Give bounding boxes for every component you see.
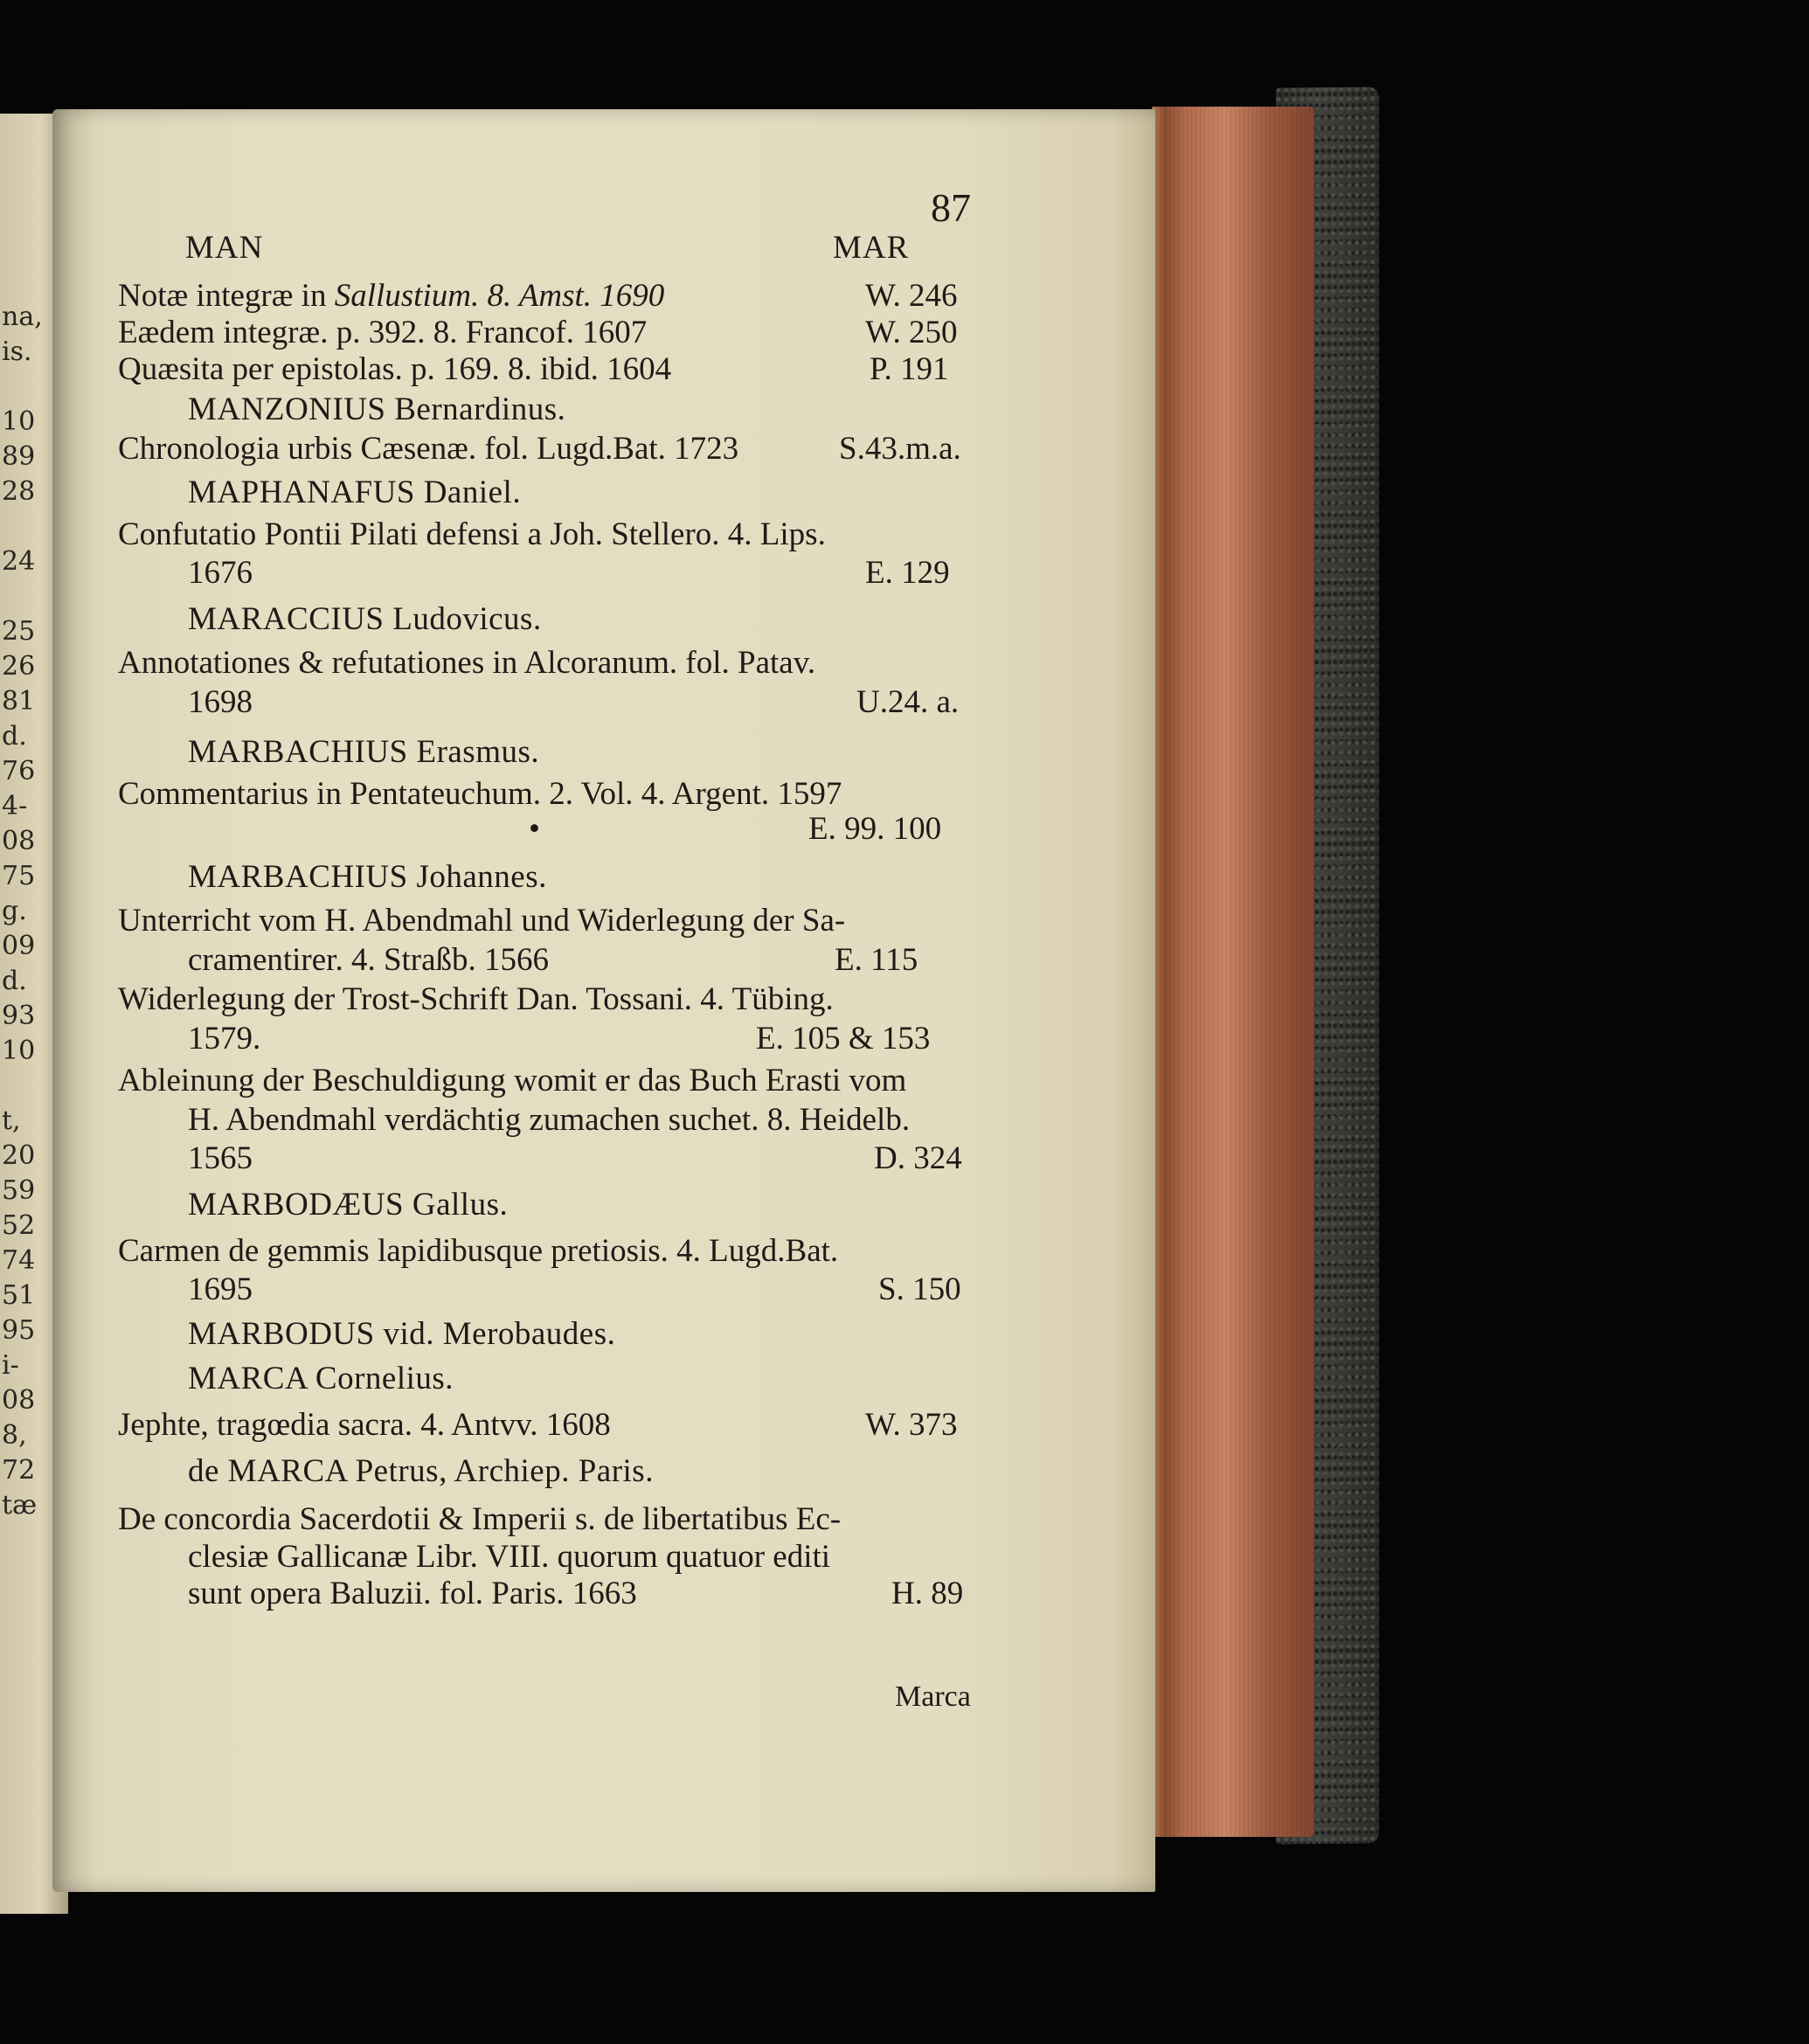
author-heading: MARBODUS vid. Merobaudes. <box>188 1316 616 1352</box>
left-margin-fragment: na, <box>2 301 43 332</box>
left-margin-fragment: 75 <box>2 861 36 891</box>
entry-line: 1695 <box>188 1271 253 1307</box>
left-margin-fragment: d. <box>2 721 27 752</box>
left-margin-fragment: tæ <box>2 1490 38 1521</box>
entry-line: 1565 <box>188 1140 253 1176</box>
left-margin-fragment: 51 <box>2 1280 36 1311</box>
entry-line: Unterricht vom H. Abendmahl und Widerlegung der Sa- <box>118 903 846 939</box>
shelf-mark: E. 129 <box>865 555 950 591</box>
entry-line: Confutatio Pontii Pilati defensi a Joh. Stellero. 4. Lips. <box>118 516 826 552</box>
entry-line: 1676 <box>188 555 253 591</box>
entry-line: De concordia Sacerdotii & Imperii s. de libertatibus Ec- <box>118 1501 842 1537</box>
author-heading: MARACCIUS Ludovicus. <box>188 601 542 637</box>
shelf-mark: W. 246 <box>865 278 958 314</box>
entry-imprint: 8. Amst. 1690 <box>487 278 665 314</box>
left-margin-fragment: 81 <box>2 686 36 717</box>
left-margin-fragment: 89 <box>2 441 36 472</box>
left-margin-fragment: 10 <box>2 1036 36 1066</box>
left-margin-fragment: 20 <box>2 1140 36 1171</box>
left-margin-fragment: 93 <box>2 1001 36 1031</box>
left-margin-fragment: 8, <box>2 1420 27 1451</box>
left-margin-fragment: t, <box>2 1105 21 1136</box>
shelf-mark: D. 324 <box>874 1140 962 1176</box>
entry-italic-text: Sallustium. <box>334 278 480 314</box>
left-margin-fragment: d. <box>2 966 27 996</box>
left-margin-fragment: 08 <box>2 826 36 856</box>
running-head-right: MAR <box>833 230 910 266</box>
entry-line: Quæsita per epistolas. p. 169. 8. ibid. 1604 <box>118 351 672 387</box>
entry-line: • <box>529 811 540 847</box>
entry-line: Chronologia urbis Cæsenæ. fol. Lugd.Bat. 1723 <box>118 431 739 467</box>
shelf-mark: E. 115 <box>835 942 918 978</box>
entry-line: Commentarius in Pentateuchum. 2. Vol. 4. Argent. 1597 <box>118 776 842 812</box>
left-margin-fragment: i- <box>2 1350 19 1381</box>
left-margin-fragment: 4- <box>2 791 28 821</box>
shelf-mark: H. 89 <box>891 1576 964 1611</box>
entry-line: Ableinung der Beschuldigung womit er das Buch Erasti vom <box>118 1063 907 1098</box>
left-margin-fragment: 28 <box>2 476 36 507</box>
shelf-mark: U.24. a. <box>856 684 960 720</box>
entry-line: Jephte, tragœdia sacra. 4. Antvv. 1608 <box>118 1407 611 1443</box>
shelf-mark: W. 373 <box>865 1407 958 1443</box>
page-number: 87 <box>931 185 971 230</box>
left-margin-fragment: is. <box>2 336 32 367</box>
entry-line: sunt opera Baluzii. fol. Paris. 1663 <box>188 1576 637 1611</box>
author-heading: MANZONIUS Bernardinus. <box>188 391 566 427</box>
entry-line: H. Abendmahl verdächtig zumachen suchet. 8. Heidelb. <box>188 1102 911 1138</box>
book-page <box>52 109 1155 1892</box>
left-margin-fragment: 24 <box>2 546 36 577</box>
left-margin-fragment: 59 <box>2 1175 36 1206</box>
entry-line: Widerlegung der Trost-Schrift Dan. Tossani. 4. Tübing. <box>118 981 834 1017</box>
author-heading: de MARCA Petrus, Archiep. Paris. <box>188 1453 654 1489</box>
author-heading: MARBACHIUS Erasmus. <box>188 734 540 770</box>
left-margin-fragment: 74 <box>2 1245 36 1276</box>
author-heading: MARCA Cornelius. <box>188 1361 454 1396</box>
author-heading: MARBACHIUS Johannes. <box>188 859 547 895</box>
entry-text: Notæ integræ in <box>118 278 327 314</box>
entry-line: Eædem integræ. p. 392. 8. Francof. 1607 <box>118 315 648 350</box>
left-margin-fragment: 52 <box>2 1210 36 1241</box>
left-margin-fragment: 25 <box>2 616 36 647</box>
author-heading: MARBODÆUS Gallus. <box>188 1187 509 1223</box>
page-edges <box>1152 107 1314 1837</box>
shelf-mark: S. 150 <box>878 1271 961 1307</box>
entry-line <box>118 280 664 312</box>
shelf-mark: W. 250 <box>865 315 958 350</box>
entry-line: 1579. <box>188 1021 261 1057</box>
left-margin-fragment: 09 <box>2 931 36 961</box>
shelf-mark: E. 99. 100 <box>808 811 942 847</box>
shelf-mark: P. 191 <box>870 351 949 387</box>
shelf-mark: S.43.m.a. <box>839 431 961 467</box>
running-head-left: MAN <box>185 230 264 266</box>
entry-line: 1698 <box>188 684 253 720</box>
entry-line: Annotationes & refutationes in Alcoranum. fol. Patav. <box>118 645 816 681</box>
left-margin-fragment: 10 <box>2 406 36 437</box>
left-margin-fragment: 08 <box>2 1385 36 1416</box>
left-margin-fragment: g. <box>2 896 27 926</box>
left-margin-fragment: 95 <box>2 1315 36 1346</box>
entry-line: Carmen de gemmis lapidibusque pretiosis. 4. Lugd.Bat. <box>118 1233 839 1269</box>
left-margin-fragment: 72 <box>2 1455 36 1486</box>
left-margin-fragment: 26 <box>2 651 36 682</box>
shelf-mark: E. 105 & 153 <box>756 1021 931 1057</box>
catchword: Marca <box>895 1680 971 1713</box>
left-margin-fragment: 76 <box>2 756 36 786</box>
entry-line: cramentirer. 4. Straßb. 1566 <box>188 942 550 978</box>
author-heading: MAPHANAFUS Daniel. <box>188 475 522 510</box>
entry-line: clesiæ Gallicanæ Libr. VIII. quorum quatuor editi <box>188 1539 831 1575</box>
